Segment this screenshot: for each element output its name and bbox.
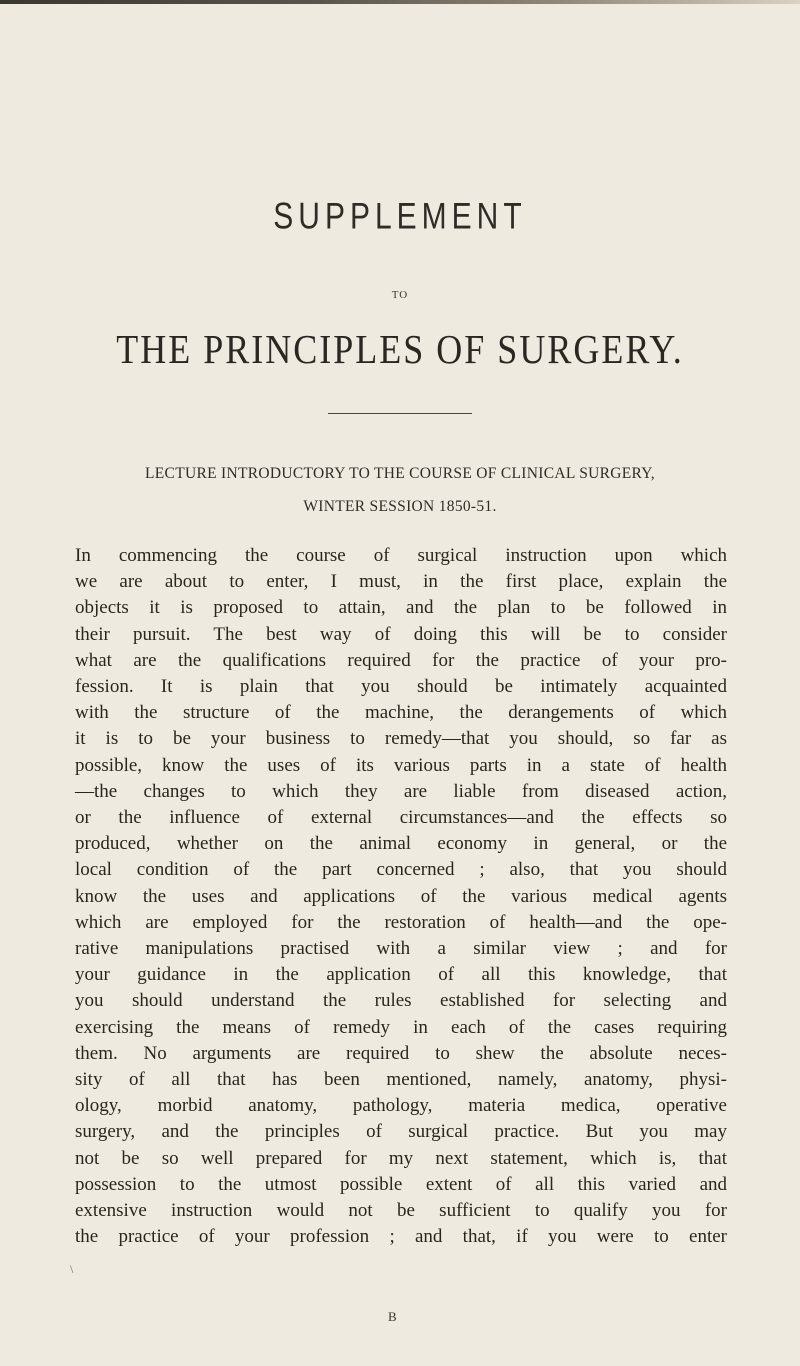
to-heading: TO bbox=[391, 289, 409, 301]
body-line: the practice of your profession ; and that, if you were to enter bbox=[75, 1226, 727, 1248]
printer-signature-mark: B bbox=[388, 1309, 397, 1324]
body-line: local condition of the part concerned ; also, that you should bbox=[75, 859, 727, 881]
lecture-line-2: WINTER SESSION 1850-51. bbox=[303, 498, 497, 515]
body-line: we are about to enter, I must, in the first place, explain the bbox=[75, 571, 727, 593]
body-line: sity of all that has been mentioned, namely, anatomy, physi- bbox=[75, 1069, 727, 1091]
lecture-subtitle bbox=[80, 457, 720, 523]
body-line: fession. It is plain that you should be intimately acquainted bbox=[75, 676, 727, 698]
supplement-heading: SUPPLEMENT bbox=[273, 195, 527, 237]
body-line: surgery, and the principles of surgical practice. But you may bbox=[75, 1121, 727, 1143]
body-line: ology, morbid anatomy, pathology, materia medica, operative bbox=[75, 1095, 727, 1117]
page-top-edge bbox=[0, 0, 800, 4]
body-line: possession to the utmost possible extent of all this varied and bbox=[75, 1173, 727, 1195]
body-line: their pursuit. The best way of doing this will be to consider bbox=[75, 623, 727, 645]
body-line: possible, know the uses of its various parts in a state of health bbox=[75, 754, 727, 776]
body-paragraph bbox=[75, 543, 727, 1250]
body-line: or the influence of external circumstances—and the effects so bbox=[75, 807, 727, 829]
body-line: what are the qualifications required for the practice of your pro- bbox=[75, 649, 727, 671]
body-line: extensive instruction would not be sufficient to qualify you for bbox=[75, 1200, 727, 1222]
lecture-line-1: LECTURE INTRODUCTORY TO THE COURSE OF CLINICAL SURGERY, bbox=[145, 465, 655, 482]
body-line: —the changes to which they are liable from diseased action, bbox=[75, 780, 727, 802]
title-rule bbox=[328, 413, 472, 414]
body-line: In commencing the course of surgical instruction upon which bbox=[75, 545, 727, 566]
body-line: your guidance in the application of all this knowledge, that bbox=[75, 964, 727, 986]
main-title: THE PRINCIPLES OF SURGERY. bbox=[116, 326, 684, 372]
body-line: it is to be your business to remedy—that you should, so far as bbox=[75, 728, 727, 750]
body-line: know the uses and applications of the various medical agents bbox=[75, 885, 727, 907]
body-line: objects it is proposed to attain, and the plan to be followed in bbox=[75, 597, 727, 619]
body-line: not be so well prepared for my next statement, which is, that bbox=[75, 1147, 727, 1169]
body-line: you should understand the rules established for selecting and bbox=[75, 990, 727, 1012]
body-line: exercising the means of remedy in each of the cases requiring bbox=[75, 1016, 727, 1038]
body-line: them. No arguments are required to shew the absolute neces- bbox=[75, 1042, 727, 1064]
body-line: which are employed for the restoration of health—and the ope- bbox=[75, 911, 727, 933]
margin-mark: \ bbox=[70, 1262, 74, 1276]
body-line: with the structure of the machine, the derangements of which bbox=[75, 702, 727, 724]
body-line: rative manipulations practised with a similar view ; and for bbox=[75, 938, 727, 960]
body-line: produced, whether on the animal economy in general, or the bbox=[75, 833, 727, 855]
